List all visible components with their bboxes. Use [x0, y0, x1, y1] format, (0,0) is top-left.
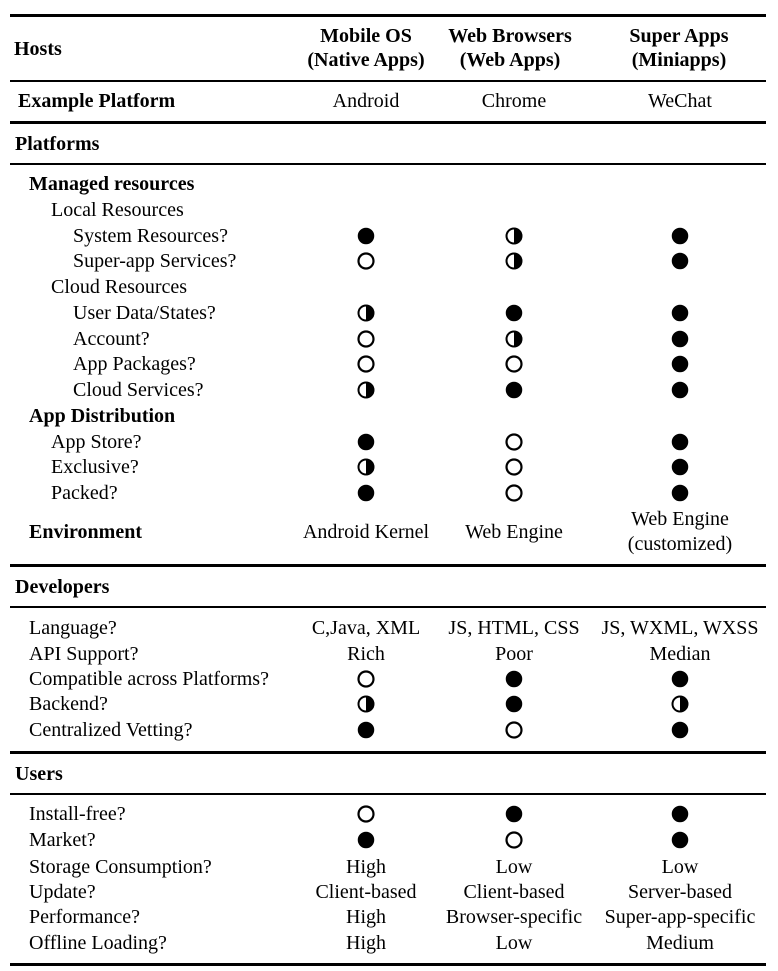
empty-circle-icon [505, 831, 523, 849]
managed-resources-label: Managed resources [29, 173, 195, 195]
filled-circle-icon [357, 433, 375, 451]
empty-circle-icon [505, 355, 523, 373]
half-filled-circle-icon [505, 330, 523, 348]
col-super-apps-sub: (Miniapps) [631, 49, 727, 71]
half-filled-circle-icon [505, 227, 523, 245]
storage-mobile: High [346, 856, 386, 878]
environment-super-line2: (customized) [627, 533, 733, 555]
empty-circle-icon [357, 805, 375, 823]
row-label-backend: Backend? [29, 693, 108, 715]
row-label-update: Update? [29, 881, 96, 903]
half-filled-circle-icon [671, 695, 689, 713]
col-web-browsers-sub: (Web Apps) [459, 49, 561, 71]
hosts-label: Hosts [14, 38, 62, 60]
row-label-compatible: Compatible across Platforms? [29, 668, 269, 690]
row-label-exclusive: Exclusive? [51, 456, 139, 478]
filled-circle-icon [671, 484, 689, 502]
empty-circle-icon [357, 330, 375, 348]
language-web: JS, HTML, CSS [448, 617, 580, 639]
api-web: Poor [495, 643, 533, 665]
language-super: JS, WXML, WXSS [601, 617, 759, 639]
col-mobile-os: Mobile OS [320, 25, 412, 47]
col-super-apps: Super Apps [629, 25, 729, 47]
example-chrome: Chrome [481, 90, 547, 112]
language-mobile: C,Java, XML [311, 617, 421, 639]
col-mobile-os-sub: (Native Apps) [307, 49, 425, 71]
section-users-title: Users [15, 763, 63, 785]
row-label-system-resources: System Resources? [73, 225, 228, 247]
header-rule [10, 80, 766, 82]
example-wechat: WeChat [648, 90, 712, 112]
half-filled-circle-icon [357, 381, 375, 399]
users-title-rule [10, 793, 766, 795]
example-android: Android [332, 90, 400, 112]
filled-circle-icon [671, 381, 689, 399]
filled-circle-icon [357, 721, 375, 739]
filled-circle-icon [671, 831, 689, 849]
row-label-app-store: App Store? [51, 431, 142, 453]
environment-web: Web Engine [465, 521, 563, 543]
update-mobile: Client-based [315, 881, 417, 903]
filled-circle-icon [505, 381, 523, 399]
empty-circle-icon [357, 355, 375, 373]
cloud-resources-label: Cloud Resources [51, 276, 188, 298]
performance-super: Super-app-specific [604, 906, 756, 928]
section-platforms-title: Platforms [15, 133, 100, 155]
filled-circle-icon [671, 227, 689, 245]
filled-circle-icon [671, 252, 689, 270]
row-label-install-free: Install-free? [29, 803, 126, 825]
developers-end-rule [10, 751, 766, 754]
empty-circle-icon [505, 458, 523, 476]
empty-circle-icon [357, 252, 375, 270]
example-platform-label: Example Platform [18, 90, 176, 112]
performance-mobile: High [346, 906, 386, 928]
row-label-storage: Storage Consumption? [29, 856, 212, 878]
filled-circle-icon [505, 304, 523, 322]
empty-circle-icon [505, 433, 523, 451]
half-filled-circle-icon [357, 304, 375, 322]
filled-circle-icon [357, 831, 375, 849]
col-web-browsers: Web Browsers [448, 25, 572, 47]
filled-circle-icon [671, 433, 689, 451]
row-label-cloud-services: Cloud Services? [73, 379, 204, 401]
filled-circle-icon [671, 458, 689, 476]
empty-circle-icon [505, 484, 523, 502]
row-label-account: Account? [73, 328, 150, 350]
update-web: Client-based [463, 881, 565, 903]
filled-circle-icon [357, 227, 375, 245]
offline-super: Medium [646, 932, 714, 954]
row-label-performance: Performance? [29, 906, 141, 928]
environment-super-line1: Web Engine [631, 508, 729, 530]
environment-android: Android Kernel [302, 521, 430, 543]
half-filled-circle-icon [505, 252, 523, 270]
row-label-api-support: API Support? [29, 643, 139, 665]
api-mobile: Rich [347, 643, 385, 665]
filled-circle-icon [671, 355, 689, 373]
half-filled-circle-icon [357, 695, 375, 713]
environment-label: Environment [29, 521, 142, 543]
offline-mobile: High [346, 932, 386, 954]
row-label-super-app-services: Super-app Services? [73, 250, 237, 272]
section-developers-title: Developers [15, 576, 110, 598]
update-super: Server-based [628, 881, 732, 903]
row-label-offline-loading: Offline Loading? [29, 932, 167, 954]
performance-web: Browser-specific [445, 906, 583, 928]
filled-circle-icon [671, 805, 689, 823]
offline-web: Low [495, 932, 533, 954]
filled-circle-icon [505, 805, 523, 823]
api-super: Median [649, 643, 711, 665]
empty-circle-icon [357, 670, 375, 688]
app-distribution-label: App Distribution [29, 405, 176, 427]
filled-circle-icon [357, 484, 375, 502]
row-label-market: Market? [29, 829, 96, 851]
bottom-rule [10, 963, 766, 966]
storage-super: Low [661, 856, 699, 878]
row-label-packed: Packed? [51, 482, 118, 504]
half-filled-circle-icon [357, 458, 375, 476]
row-label-language: Language? [29, 617, 117, 639]
developers-title-rule [10, 606, 766, 608]
filled-circle-icon [671, 670, 689, 688]
row-label-centralized-vetting: Centralized Vetting? [29, 719, 193, 741]
row-label-user-data: User Data/States? [73, 302, 216, 324]
local-resources-label: Local Resources [51, 199, 184, 221]
filled-circle-icon [671, 330, 689, 348]
filled-circle-icon [671, 304, 689, 322]
row-label-app-packages: App Packages? [73, 353, 196, 375]
platforms-title-rule [10, 163, 766, 165]
filled-circle-icon [505, 670, 523, 688]
storage-web: Low [495, 856, 533, 878]
example-rule [10, 121, 766, 124]
filled-circle-icon [505, 695, 523, 713]
empty-circle-icon [505, 721, 523, 739]
platforms-end-rule [10, 564, 766, 567]
top-rule [10, 14, 766, 17]
filled-circle-icon [671, 721, 689, 739]
